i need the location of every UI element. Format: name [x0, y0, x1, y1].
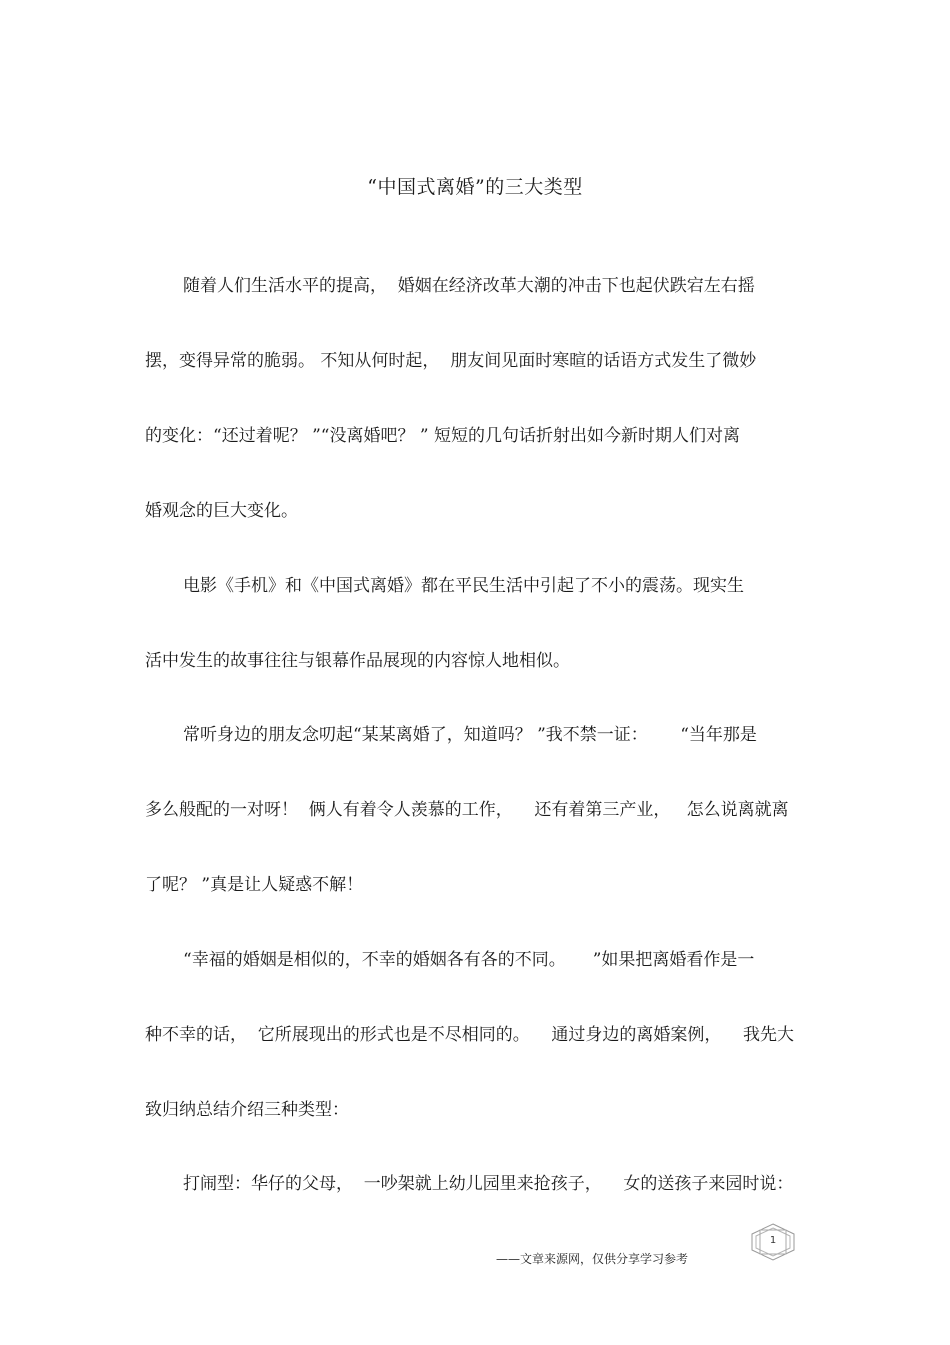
- page-number-badge: [748, 1222, 798, 1262]
- footer-source-note: ——文章来源网，仅供分享学习参考: [496, 1252, 689, 1266]
- paragraph-line: “幸福的婚姻是相似的，不幸的婚姻各有各的不同。 ”如果把离婚看作是一: [183, 950, 755, 970]
- paragraph-line: 电影《手机》和《中国式离婚》都在平民生活中引起了不小的震荡。现实生: [183, 576, 744, 596]
- paragraph-line: 了呢？ ”真是让人疑惑不解！: [145, 875, 364, 895]
- paragraph-line: 摆，变得异常的脆弱。 不知从何时起， 朋友间见面时寒暄的话语方式发生了微妙: [145, 351, 757, 371]
- paragraph-line: 常听身边的朋友念叨起“某某离婚了，知道吗？ ”我不禁一证： “当年那是: [183, 725, 757, 745]
- paragraph-line: 种不幸的话， 它所展现出的形式也是不尽相同的。 通过身边的离婚案例， 我先大: [145, 1025, 795, 1045]
- page-number: 1: [769, 1235, 777, 1246]
- paragraph-line: 多么般配的一对呀！ 俩人有着令人羡慕的工作， 还有着第三产业， 怎么说离就离: [145, 800, 789, 820]
- paragraph-line: 打闹型：华仔的父母， 一吵架就上幼儿园里来抢孩子， 女的送孩子来园时说：: [183, 1174, 794, 1194]
- paragraph-line: 致归纳总结介绍三种类型：: [145, 1100, 349, 1120]
- document-title: “中国式离婚”的三大类型: [367, 176, 583, 198]
- paragraph-line: 随着人们生活水平的提高， 婚姻在经济改革大潮的冲击下也起伏跌宕左右摇: [183, 276, 755, 296]
- paragraph-line: 活中发生的故事往往与银幕作品展现的内容惊人地相似。: [145, 651, 570, 671]
- paragraph-line: 婚观念的巨大变化。: [145, 501, 298, 521]
- paragraph-line: 的变化：“还过着呢？ ”“没离婚吧？ ” 短短的几句话折射出如今新时期人们对离: [145, 426, 740, 446]
